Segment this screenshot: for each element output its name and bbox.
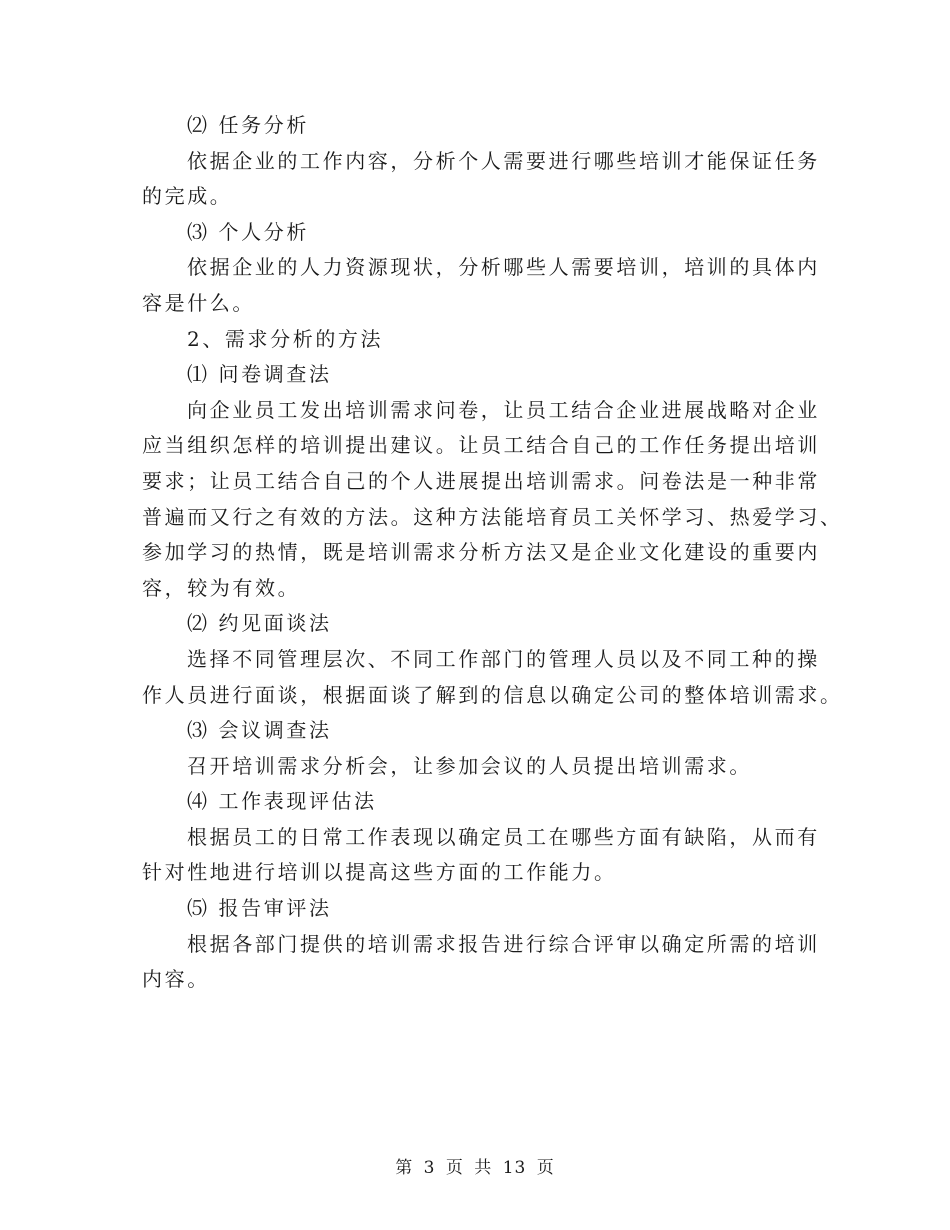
paragraph-line: 选择不同管理层次、不同工作部门的管理人员以及不同工种的操 (187, 646, 820, 671)
document-body (142, 108, 843, 998)
subheading-interview: ⑵ 约见面谈法 (187, 611, 332, 636)
paragraph-line: 应当组织怎样的培训提出建议。让员工结合自己的工作任务提出培训 (142, 433, 820, 458)
page-number-footer: 第 3 页 共 13 页 (395, 1158, 555, 1178)
subheading-questionnaire: ⑴ 问卷调查法 (187, 362, 332, 387)
subheading-meeting-survey: ⑶ 会议调查法 (187, 718, 332, 743)
paragraph-line: 容是什么。 (142, 290, 255, 315)
paragraph-line: 要求；让员工结合自己的个人进展提出培训需求。问卷法是一种非常 (142, 468, 820, 493)
paragraph-line: 的完成。 (142, 184, 233, 209)
paragraph-line: 参加学习的热情，既是培训需求分析方法又是企业文化建设的重要内 (142, 540, 820, 565)
paragraph-line: 根据各部门提供的培训需求报告进行综合评审以确定所需的培训 (187, 931, 820, 956)
subheading-personal-analysis: ⑶ 个人分析 (187, 219, 309, 244)
paragraph-line: 内容。 (142, 967, 210, 992)
subheading-report-review: ⑸ 报告审评法 (187, 896, 332, 921)
subheading-task-analysis: ⑵ 任务分析 (187, 113, 309, 137)
subheading-performance-evaluation: ⑷ 工作表现评估法 (187, 789, 377, 814)
paragraph-line: 作人员进行面谈，根据面谈了解到的信息以确定公司的整体培训需求。 (142, 682, 843, 707)
paragraph-line: 容，较为有效。 (142, 575, 301, 600)
section-heading-methods: 2、需求分析的方法 (187, 326, 384, 351)
paragraph-line: 普遍而又行之有效的方法。这种方法能培育员工关怀学习、热爱学习、 (142, 504, 843, 529)
paragraph-line: 依据企业的人力资源现状，分析哪些人需要培训，培训的具体内 (187, 255, 820, 280)
paragraph-line: 向企业员工发出培训需求问卷，让员工结合企业进展战略对企业 (187, 397, 820, 422)
paragraph-line: 召开培训需求分析会，让参加会议的人员提出培训需求。 (187, 753, 752, 778)
paragraph-line: 根据员工的日常工作表现以确定员工在哪些方面有缺陷，从而有 (187, 824, 820, 849)
paragraph-line: 针对性地进行培训以提高这些方面的工作能力。 (142, 860, 617, 885)
paragraph-line: 依据企业的工作内容，分析个人需要进行哪些培训才能保证任务 (187, 148, 820, 173)
